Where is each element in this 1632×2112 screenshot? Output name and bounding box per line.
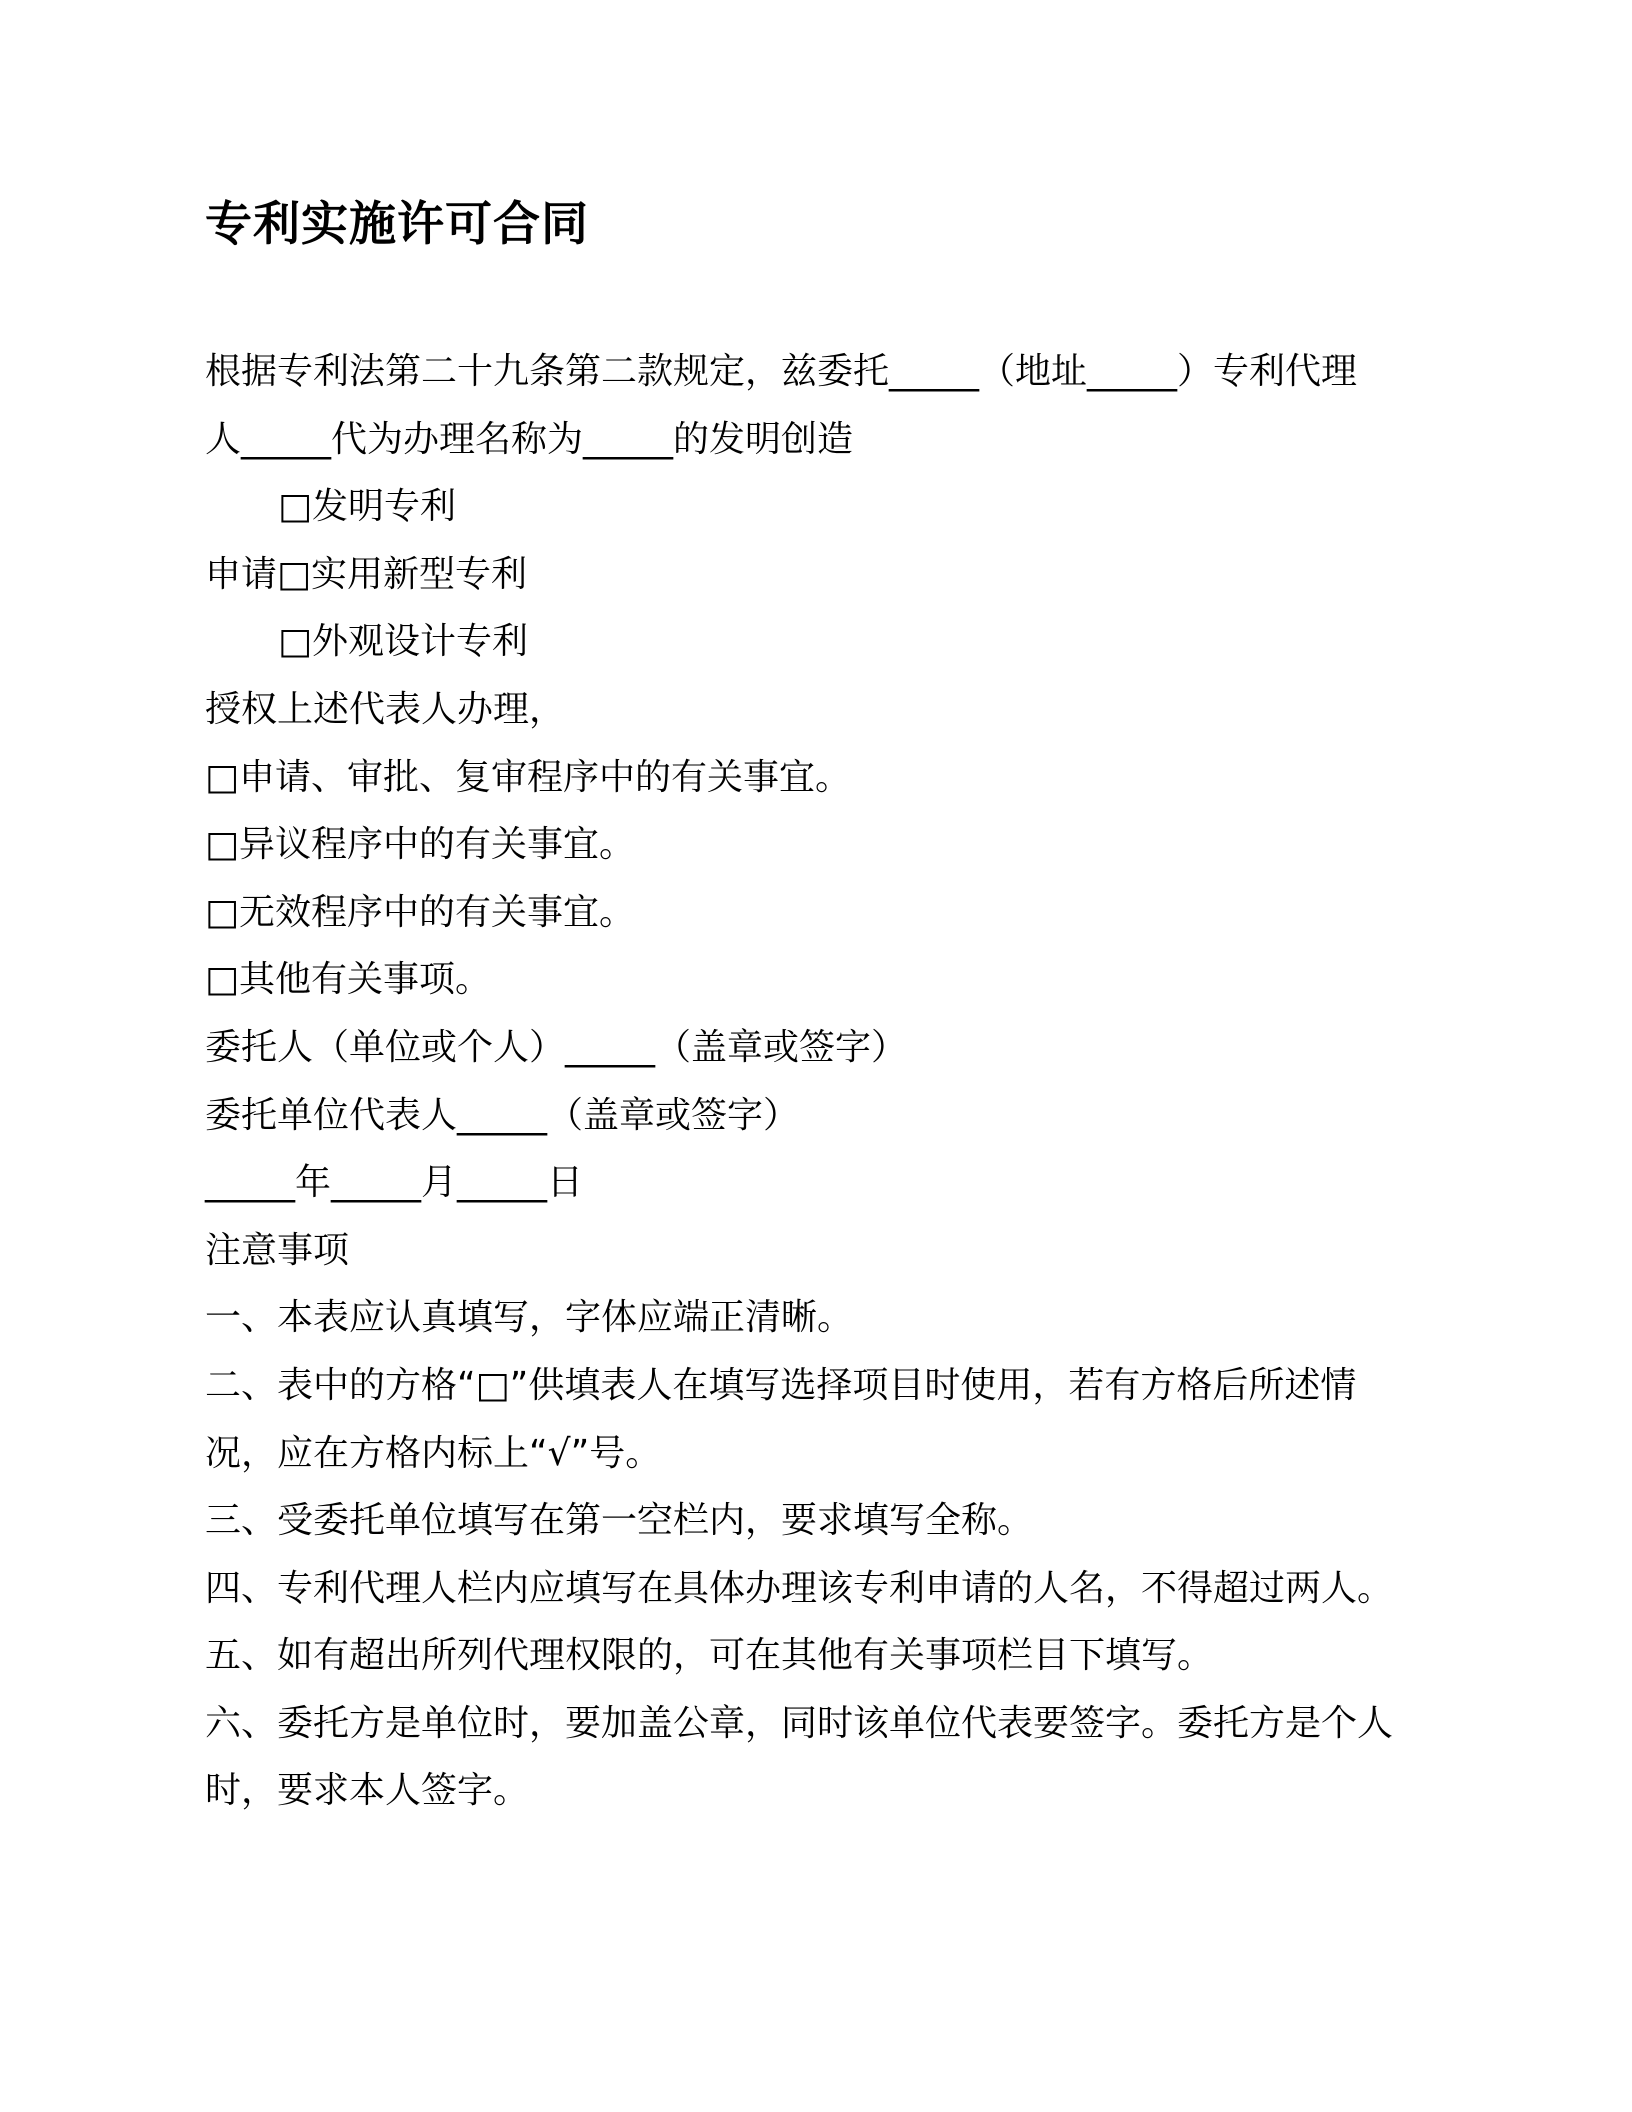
option-invention-patent: □发明专利	[278, 486, 457, 528]
note-3: 三、受委托单位填写在第一空栏内，要求填写全称。	[205, 1500, 1034, 1542]
option-utility-model-patent: 申请□实用新型专利	[205, 553, 528, 595]
document-body	[205, 338, 1455, 1825]
option-design-patent: □外观设计专利	[278, 621, 529, 663]
representative-signature-line: 委托单位代表人_____（盖章或签字）	[205, 1094, 800, 1136]
note-2-line-2: 况，应在方格内标上“√”号。	[205, 1432, 662, 1474]
date-line: _____年_____月_____日	[205, 1162, 583, 1204]
notes-heading: 注意事项	[205, 1229, 350, 1271]
authority-option-opposition: □异议程序中的有关事宜。	[205, 824, 636, 866]
note-2-line-1: 二、表中的方格“□”供填表人在填写选择项目时使用，若有方格后所述情	[205, 1364, 1357, 1406]
authority-option-other: □其他有关事项。	[205, 959, 492, 1001]
note-6-line-1: 六、委托方是单位时，要加盖公章，同时该单位代表要签字。委托方是个人	[205, 1702, 1394, 1744]
principal-signature-line: 委托人（单位或个人）_____（盖章或签字）	[205, 1026, 908, 1068]
note-6-line-2: 时，要求本人签字。	[205, 1770, 530, 1812]
note-5: 五、如有超出所列代理权限的，可在其他有关事项栏目下填写。	[205, 1635, 1214, 1677]
paragraph-line-1: 根据专利法第二十九条第二款规定，兹委托_____（地址_____）专利代理	[205, 351, 1358, 392]
note-4: 四、专利代理人栏内应填写在具体办理该专利申请的人名，不得超过两人。	[205, 1567, 1394, 1609]
authority-option-application: □申请、审批、复审程序中的有关事宜。	[205, 756, 852, 798]
document-title: 专利实施许可合同	[205, 197, 589, 252]
authorization-line: 授权上述代表人办理，	[205, 688, 566, 730]
authority-option-invalidation: □无效程序中的有关事宜。	[205, 891, 636, 933]
paragraph-line-2: 人_____代为办理名称为_____的发明创造	[205, 418, 854, 460]
note-1: 一、本表应认真填写，字体应端正清晰。	[205, 1297, 854, 1339]
